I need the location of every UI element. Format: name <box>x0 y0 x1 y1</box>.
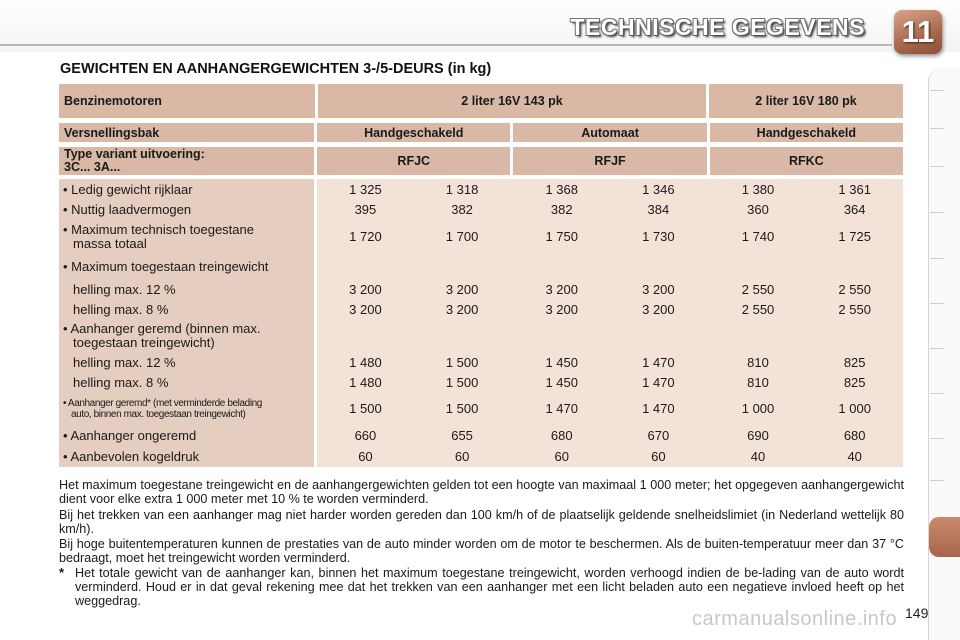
value-cell <box>513 253 610 279</box>
watermark: carmanualsonline.info <box>692 608 898 630</box>
paragraph: Het maximum toegestane treingewicht en de aanhangergewichten gelden tot een hoogte van maximaal 1 000 meter; het opgegeven aanhangergewicht dient voor elke extra 1 000 meter met 10 % te worden verminderd. <box>59 478 904 506</box>
value-cell: 825 <box>843 374 866 390</box>
value-cell <box>710 319 807 352</box>
value-cell <box>414 319 511 352</box>
value-cell: 60 <box>554 449 569 464</box>
side-tab-divider <box>930 480 944 481</box>
value-cell <box>317 253 414 279</box>
value-cell: 1 750 <box>545 229 578 244</box>
gearbox-header-row <box>59 123 903 142</box>
table-row <box>59 372 903 392</box>
variant-label-line: Type variant uitvoering: <box>64 147 205 161</box>
value-cell: 1 740 <box>741 229 775 244</box>
engine-row-label: Benzinemotoren <box>64 94 162 108</box>
side-tab-active-chapter[interactable] <box>929 517 960 557</box>
value-cell: 2 550 <box>838 301 871 317</box>
value-cell <box>317 319 414 352</box>
paragraph: Bij hoge buitentemperaturen kunnen de prestaties van de auto minder worden om de motor te beschermen. Als de buiten-temperatuur meer dan 37 °C bedraagt, moet het treingewicht worden verminderd. <box>59 537 904 565</box>
value-cell: 360 <box>747 202 769 217</box>
row-label: • Ledig gewicht rijklaar <box>59 179 314 199</box>
variant-code: RFKC <box>788 154 824 168</box>
value-cell: 3 200 <box>642 281 675 297</box>
value-cell: 3 200 <box>349 301 382 317</box>
side-tab-divider <box>930 212 944 213</box>
value-cell: 1 000 <box>741 401 775 416</box>
variant-code: RFJC <box>397 154 431 168</box>
value-cell: 1 725 <box>838 229 871 244</box>
chapter-badge[interactable]: 11 <box>894 10 942 54</box>
side-tab-divider <box>930 303 944 304</box>
table-row <box>59 220 903 253</box>
value-cell: 3 200 <box>642 301 675 317</box>
row-label: • Aanbevolen kogeldruk <box>59 446 314 467</box>
value-cell: 1 368 <box>545 181 578 197</box>
row-label-line: massa totaal <box>73 235 147 251</box>
table-row <box>59 319 903 352</box>
gearbox-header: Handgeschakeld <box>756 125 857 140</box>
side-tab-divider <box>930 258 944 259</box>
value-cell: 1 346 <box>642 181 675 197</box>
row-label <box>59 319 314 352</box>
footnote-mark: * <box>59 565 65 580</box>
table-row <box>59 392 903 425</box>
value-cell: 1 380 <box>741 181 775 197</box>
row-label <box>59 220 314 253</box>
value-cell <box>710 253 807 279</box>
value-cell: 1 470 <box>642 374 675 390</box>
row-label: helling max. 8 % <box>59 372 314 392</box>
table-row <box>59 425 903 446</box>
variant-label-line: 3C... 3A... <box>64 160 121 174</box>
gearbox-header: Automaat <box>581 125 639 140</box>
engine-2-header: 2 liter 16V 180 pk <box>755 94 857 108</box>
value-cell: 382 <box>451 202 473 217</box>
value-cell: 690 <box>747 428 769 443</box>
value-cell: 1 325 <box>349 181 382 197</box>
value-cell: 1 700 <box>445 229 479 244</box>
value-cell: 60 <box>454 449 470 464</box>
header-rule <box>0 44 892 46</box>
value-cell: 384 <box>647 202 670 217</box>
value-cell: 2 550 <box>741 281 775 297</box>
value-cell: 1 450 <box>545 374 578 390</box>
value-cell: 3 200 <box>445 281 479 297</box>
value-cell: 60 <box>358 449 373 464</box>
row-label: helling max. 12 % <box>59 352 314 372</box>
value-cell: 60 <box>651 449 666 464</box>
table-row <box>59 299 903 319</box>
value-cell: 382 <box>550 202 573 217</box>
variant-header-row <box>59 147 903 175</box>
gearbox-row-label: Versnellingsbak <box>64 125 160 140</box>
value-cell: 680 <box>550 428 573 443</box>
row-label: • Nuttig laadvermogen <box>59 199 314 220</box>
value-cell: 395 <box>354 202 377 217</box>
value-cell: 40 <box>847 449 862 464</box>
value-cell: 1 500 <box>445 401 479 416</box>
side-tab-divider <box>930 128 944 129</box>
value-cell: 3 200 <box>349 281 382 297</box>
value-cell: 1 470 <box>642 401 675 416</box>
table-body <box>59 179 903 467</box>
value-cell: 2 550 <box>741 301 775 317</box>
footnote-text: Het totale gewicht van de aanhanger kan, binnen het maximum toegestane treingewicht, worden verhoogd indien de be-lading van de auto wordt verminderd. Houd er in dat geval rekening mee dat het trekken van een aanhanger met een licht beladen auto een negatieve invloed heeft op het weggedrag. <box>75 566 904 608</box>
value-cell: 3 200 <box>445 301 479 317</box>
value-cell: 1 500 <box>445 354 479 370</box>
value-cell: 3 200 <box>545 281 578 297</box>
value-cell: 1 361 <box>838 181 871 197</box>
row-label: helling max. 12 % <box>59 279 314 299</box>
side-tab-divider <box>930 438 944 439</box>
value-cell: 1 318 <box>445 181 479 197</box>
section-title: GEWICHTEN EN AANHANGERGEWICHTEN 3-/5-DEURS (in kg) <box>60 61 492 77</box>
value-cell <box>610 319 707 352</box>
row-label-line: toegestaan treingewicht) <box>73 334 215 350</box>
page-header-title: TECHNISCHE GEGEVENS <box>570 14 865 40</box>
value-cell: 1 480 <box>349 374 382 390</box>
value-cell: 655 <box>451 428 473 443</box>
value-cell <box>610 253 707 279</box>
side-tab-divider <box>930 348 944 349</box>
row-label <box>59 392 314 425</box>
value-cell: 1 500 <box>349 401 382 416</box>
value-cell: 1 500 <box>445 374 479 390</box>
value-cell: 660 <box>354 428 377 443</box>
page-number: 149 <box>905 605 929 621</box>
value-cell: 1 000 <box>838 401 871 416</box>
value-cell: 1 470 <box>545 401 578 416</box>
value-cell: 810 <box>747 374 769 390</box>
value-cell: 1 720 <box>349 229 382 244</box>
variant-code: RFJF <box>594 154 626 168</box>
table-row <box>59 446 903 467</box>
engine-header-row <box>59 84 903 118</box>
gearbox-header: Handgeschakeld <box>364 125 464 140</box>
row-label: helling max. 8 % <box>59 299 314 319</box>
side-tab-divider <box>930 90 944 91</box>
value-cell: 364 <box>843 202 866 217</box>
side-tab-divider <box>930 166 944 167</box>
value-cell: 825 <box>843 354 866 370</box>
table-row <box>59 179 903 199</box>
value-cell: 40 <box>750 449 766 464</box>
value-cell: 680 <box>843 428 866 443</box>
value-cell <box>806 253 903 279</box>
table-row <box>59 253 903 279</box>
value-cell: 3 200 <box>545 301 578 317</box>
engine-1-header: 2 liter 16V 143 pk <box>461 94 563 108</box>
value-cell: 670 <box>647 428 670 443</box>
value-cell: 1 480 <box>349 354 382 370</box>
value-cell: 1 470 <box>642 354 675 370</box>
row-label-line: • Aanhanger geremd (binnen max. <box>63 320 261 336</box>
table-row <box>59 279 903 299</box>
value-cell: 1 450 <box>545 354 578 370</box>
table-row <box>59 352 903 372</box>
value-cell <box>414 253 511 279</box>
row-label: • Aanhanger ongeremd <box>59 425 314 446</box>
row-label-line: • Maximum technisch toegestane <box>63 221 254 237</box>
variant-row-label <box>59 147 314 175</box>
value-cell <box>513 319 610 352</box>
row-label-line: auto, binnen max. toegestaan treingewicht) <box>71 408 246 420</box>
side-tab-divider <box>930 393 944 394</box>
paragraph: Bij het trekken van een aanhanger mag niet harder worden gereden dan 100 km/h of de plaatselijk geldende snelheidslimiet (in Nederland wettelijk 80 km/h). <box>59 508 904 536</box>
row-label-line: • Aanhanger geremd* (met verminderde belading <box>63 397 262 409</box>
value-cell <box>806 319 903 352</box>
table-row <box>59 199 903 220</box>
value-cell: 810 <box>747 354 769 370</box>
value-cell: 2 550 <box>838 281 871 297</box>
weights-table <box>59 84 903 467</box>
row-label: • Maximum toegestaan treingewicht <box>59 253 314 279</box>
value-cell: 1 730 <box>642 229 675 244</box>
